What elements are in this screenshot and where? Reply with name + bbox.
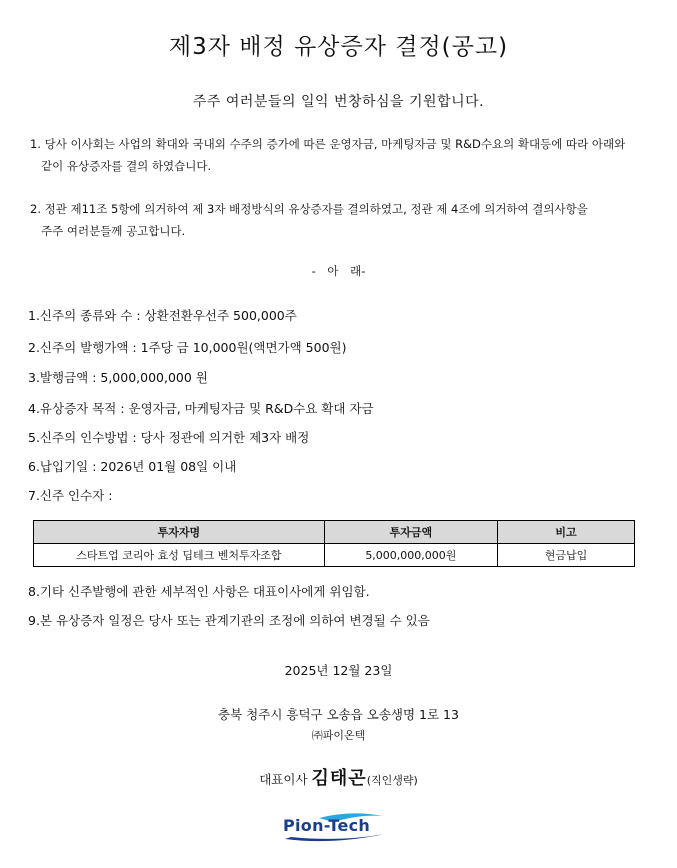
item-2: 2.신주의 발행가액 : 1주당 금 10,000원(액면가액 500원) bbox=[28, 340, 347, 355]
cell-investment-amount: 5,000,000,000원 bbox=[324, 544, 497, 567]
ceo-name: 김태곤 bbox=[311, 768, 367, 789]
section-separator: - 아 래- bbox=[311, 264, 366, 278]
header-investor-name: 투자자명 bbox=[34, 521, 325, 544]
paragraph-2 bbox=[30, 198, 645, 242]
header-remarks: 비고 bbox=[498, 521, 635, 544]
item-8: 8.기타 신주발행에 관한 세부적인 사항은 대표이사에게 위임함. bbox=[28, 584, 370, 599]
paragraph-1-line-2: 같이 유상증자를 결의 하였습니다. bbox=[41, 159, 212, 173]
item-5: 5.신주의 인수방법 : 당사 정관에 의거한 제3자 배정 bbox=[28, 430, 310, 445]
item-3: 3.발행금액 : 5,000,000,000 원 bbox=[28, 370, 208, 385]
paragraph-2-line-1: 2. 정관 제11조 5항에 의거하여 제 3자 배정방식의 유상증자를 결의하였고, 정관 제 4조에 의거하여 결의사항을 bbox=[30, 202, 588, 216]
paragraph-2-line-2: 주주 여러분들께 공고합니다. bbox=[41, 224, 186, 238]
paragraph-1 bbox=[30, 133, 645, 177]
table-header-row bbox=[34, 521, 635, 544]
table-row bbox=[34, 544, 635, 567]
item-4: 4.유상증자 목적 : 운영자금, 마케팅자금 및 R&D수요 확대 자금 bbox=[28, 401, 374, 416]
ceo-signature-line bbox=[0, 764, 677, 790]
item-6: 6.납입기일 : 2026년 01월 08일 이내 bbox=[28, 459, 237, 474]
item-1: 1.신주의 종류와 수 : 상환전환우선주 500,000주 bbox=[28, 308, 297, 323]
item-9: 9.본 유상증자 일정은 당사 또는 관계기관의 조정에 의하여 변경될 수 있음 bbox=[28, 613, 430, 628]
investor-table bbox=[33, 520, 635, 567]
page-title: 제3자 배정 유상증자 결정(공고) bbox=[168, 34, 509, 60]
company-logo bbox=[281, 812, 391, 844]
item-7: 7.신주 인수자 : bbox=[28, 488, 113, 503]
announcement-date: 2025년 12월 23일 bbox=[284, 663, 393, 678]
seal-omitted-note: (직인생략) bbox=[366, 774, 418, 787]
header-investment-amount: 투자금액 bbox=[324, 521, 497, 544]
cell-investor-name: 스타트업 코리아 효성 딥테크 벤처투자조합 bbox=[34, 544, 325, 567]
company-address: 충북 청주시 흥덕구 오송읍 오송생명 1로 13 bbox=[218, 707, 459, 722]
greeting-text: 주주 여러분들의 일익 번창하심을 기원합니다. bbox=[192, 94, 485, 110]
company-name: ㈜파이온텍 bbox=[311, 729, 366, 742]
logo-text: Pion-Tech bbox=[283, 816, 371, 835]
cell-remarks: 현금납입 bbox=[498, 544, 635, 567]
ceo-title: 대표이사 bbox=[259, 772, 308, 787]
paragraph-1-line-1: 1. 당사 이사회는 사업의 확대와 국내외 수주의 증가에 따른 운영자금, 마케팅자금 및 R&D수요의 확대등에 따라 아래와 bbox=[30, 137, 626, 151]
